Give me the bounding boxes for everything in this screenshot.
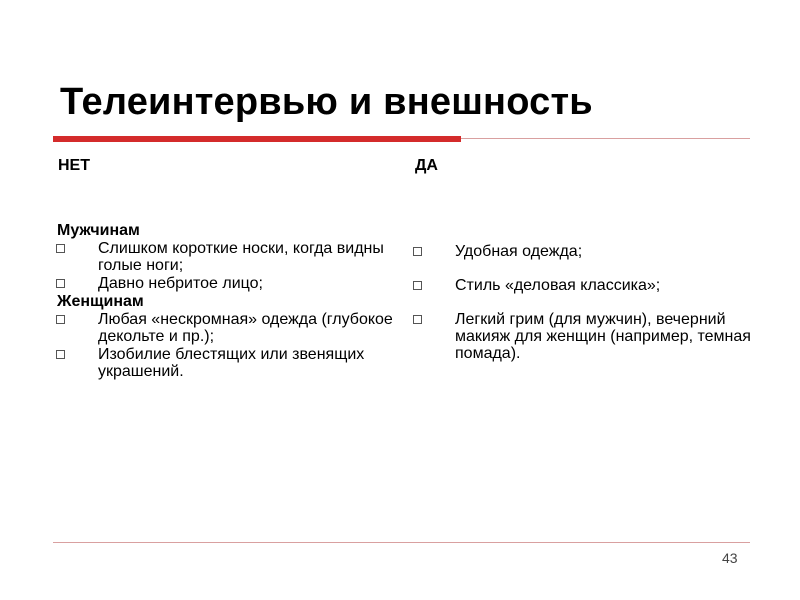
square-bullet-icon <box>413 281 422 290</box>
footer-rule <box>53 542 750 543</box>
column-header-no: НЕТ <box>58 157 90 174</box>
page-number: 43 <box>722 550 738 566</box>
title-underline-accent <box>53 136 461 142</box>
list-item <box>412 277 762 294</box>
group-label-women: Женщинам <box>57 293 144 310</box>
list-item <box>412 311 762 362</box>
square-bullet-icon <box>56 315 65 324</box>
list-item <box>55 275 395 292</box>
list-item <box>55 346 395 380</box>
column-header-yes: ДА <box>415 157 438 174</box>
group-label-men: Мужчинам <box>57 222 140 239</box>
list-item-text: Удобная одежда; <box>455 243 583 260</box>
square-bullet-icon <box>56 350 65 359</box>
list-item <box>55 240 395 274</box>
square-bullet-icon <box>56 279 65 288</box>
list-item-text: Легкий грим (для мужчин), вечерний макияж для женщин (например, темная помада). <box>455 311 751 362</box>
list-item-text: Давно небритое лицо; <box>98 275 263 292</box>
list-item-text: Изобилие блестящих или звенящих украшений. <box>98 346 365 380</box>
list-item <box>55 311 395 345</box>
list-item-text: Слишком короткие носки, когда видны голые ноги; <box>98 240 384 274</box>
square-bullet-icon <box>413 247 422 256</box>
list-item-text: Стиль «деловая классика»; <box>455 277 661 294</box>
square-bullet-icon <box>413 315 422 324</box>
square-bullet-icon <box>56 244 65 253</box>
slide-title: Телеинтервью и внешность <box>60 81 593 123</box>
left-column <box>55 222 395 381</box>
list-item-text: Любая «нескромная» одежда (глубокое декольте и пр.); <box>98 311 393 345</box>
list-item <box>412 243 762 260</box>
right-column <box>412 242 762 379</box>
